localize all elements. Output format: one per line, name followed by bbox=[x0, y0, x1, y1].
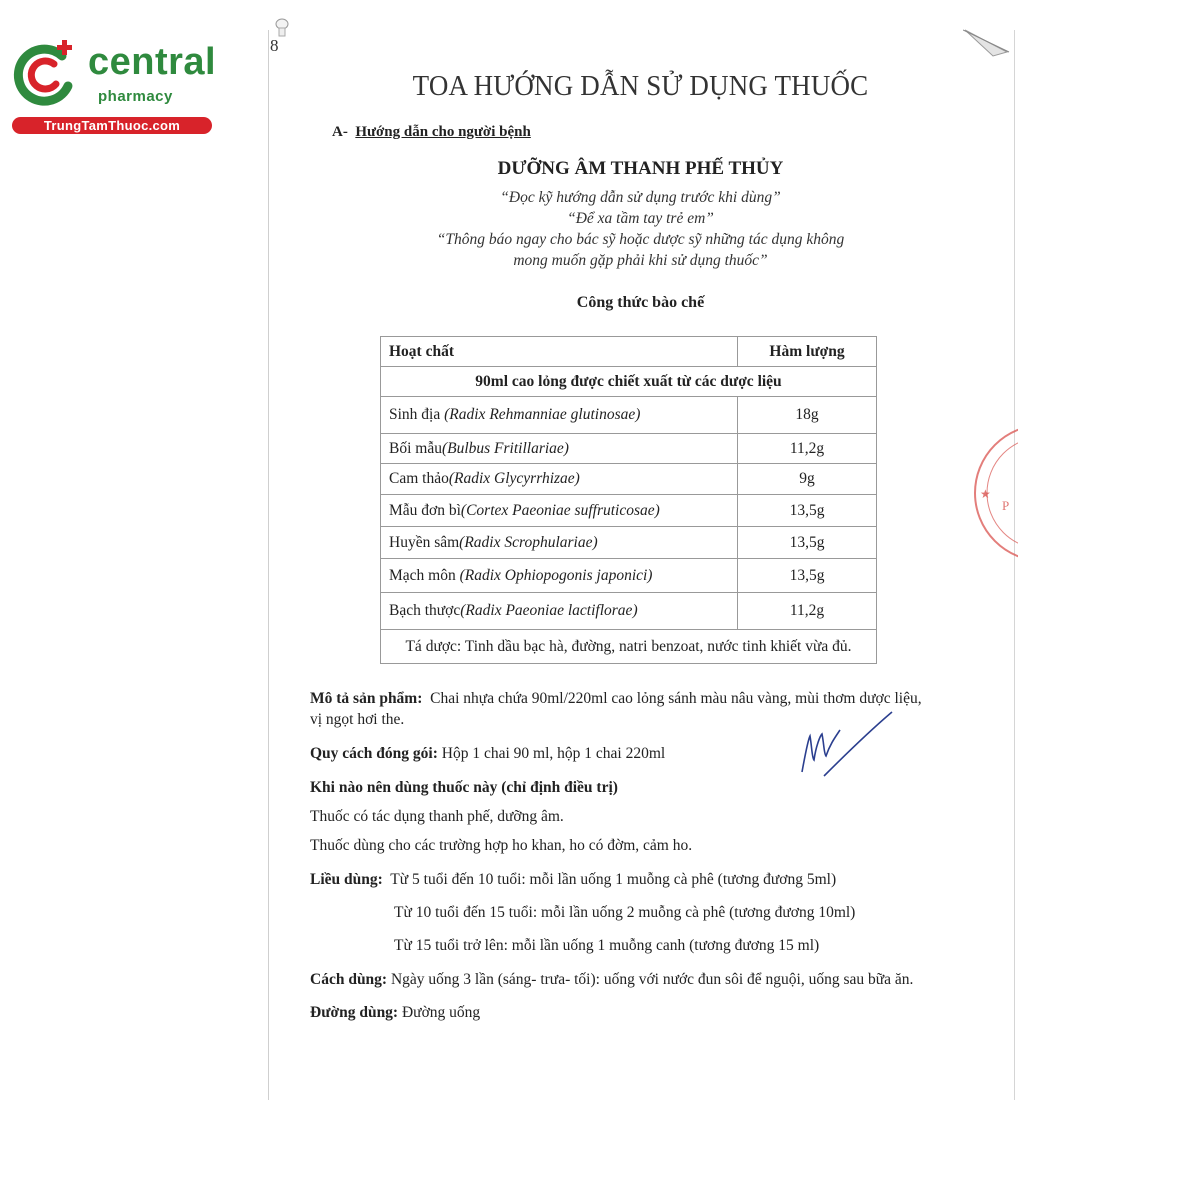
section-a-label: Hướng dẫn cho người bệnh bbox=[355, 124, 531, 140]
dosage-text: Từ 5 tuổi đến 10 tuổi: mỗi lần uống 1 muỗng cà phê (tương đương 5ml) bbox=[390, 871, 837, 888]
col-ingredient-header: Hoạt chất bbox=[381, 337, 738, 367]
packaging-line bbox=[310, 743, 665, 765]
indication-line-2: Thuốc dùng cho các trường hợp ho khan, ho có đờm, cảm ho. bbox=[310, 837, 693, 854]
brand-website: TrungTamThuoc.com bbox=[12, 117, 212, 134]
excipients-text: Tá dược: Tinh dầu bạc hà, đường, natri benzoat, nước tinh khiết vừa đủ. bbox=[381, 630, 877, 664]
table-row bbox=[381, 397, 877, 434]
quote-line: “Đọc kỹ hướng dẫn sử dụng trước khi dùng” bbox=[500, 189, 781, 206]
ingredient-name: Huyền sâm bbox=[389, 533, 460, 551]
ingredient-latin: (Radix Scrophulariae) bbox=[459, 533, 598, 551]
dosage-label: Liều dùng: bbox=[310, 871, 383, 888]
svg-text:P: P bbox=[1002, 498, 1010, 513]
description-label: Mô tả sản phẩm: bbox=[310, 690, 423, 707]
indication-line-1: Thuốc có tác dụng thanh phế, dưỡng âm. bbox=[310, 808, 564, 825]
table-row bbox=[381, 495, 877, 527]
ingredient-latin: (Bulbus Fritillariae) bbox=[441, 439, 569, 457]
ingredients-table bbox=[380, 336, 877, 664]
indication-heading bbox=[310, 777, 618, 799]
brand-name: central bbox=[88, 41, 217, 83]
amount-cell: 18g bbox=[738, 397, 877, 434]
ingredient-name: Cam thảo bbox=[389, 470, 449, 487]
packaging-label: Quy cách đóng gói: bbox=[310, 745, 438, 762]
drug-name: DƯỠNG ÂM THANH PHẾ THỦY bbox=[497, 158, 784, 179]
ingredient-name: Bạch thược bbox=[389, 602, 461, 619]
excipients-row bbox=[381, 630, 877, 664]
dosage-line: Từ 15 tuổi trở lên: mỗi lần uống 1 muỗng canh (tương đương 15 ml) bbox=[394, 937, 820, 954]
section-a-prefix: A- bbox=[332, 124, 348, 140]
quote-line: mong muốn gặp phải khi sử dụng thuốc” bbox=[513, 252, 768, 269]
ingredient-cell bbox=[381, 495, 738, 527]
quote-line: “Thông báo ngay cho bác sỹ hoặc dược sỹ những tác dụng không bbox=[436, 231, 845, 248]
description-line-2: vị ngọt hơi the. bbox=[310, 711, 405, 728]
dosage-line: Từ 10 tuổi đến 15 tuổi: mỗi lần uống 2 muỗng cà phê (tương đương 10ml) bbox=[394, 904, 856, 921]
packaging-text: Hộp 1 chai 90 ml, hộp 1 chai 220ml bbox=[441, 745, 666, 762]
ingredient-cell bbox=[381, 434, 738, 464]
route-text: Đường uống bbox=[401, 1004, 481, 1021]
ingredient-cell bbox=[381, 397, 738, 434]
table-row bbox=[381, 593, 877, 630]
ingredient-latin: (Radix Rehmanniae glutinosae) bbox=[444, 406, 641, 423]
svg-text:★: ★ bbox=[980, 487, 991, 501]
amount-cell: 13,5g bbox=[738, 559, 877, 593]
amount-cell: 13,5g bbox=[738, 495, 877, 527]
amount-cell: 11,2g bbox=[738, 593, 877, 630]
usage-line bbox=[310, 969, 913, 991]
table-row bbox=[381, 464, 877, 495]
route-label: Đường dùng: bbox=[310, 1004, 399, 1021]
red-stamp-icon bbox=[968, 418, 1018, 568]
route-line bbox=[310, 1002, 480, 1024]
document-title: TOA HƯỚNG DẪN SỬ DỤNG THUỐC bbox=[412, 70, 869, 102]
dosage-line bbox=[310, 869, 836, 891]
usage-text: Ngày uống 3 lần (sáng- trưa- tối): uống với nước đun sôi để nguội, uống sau bữa ăn. bbox=[390, 971, 914, 988]
extract-row bbox=[381, 367, 877, 397]
usage-label: Cách dùng: bbox=[310, 971, 388, 988]
ingredient-name: Bối mẫu bbox=[389, 439, 442, 457]
ingredient-cell bbox=[381, 527, 738, 559]
amount-cell: 9g bbox=[738, 464, 877, 495]
ingredient-name: Sinh địa bbox=[389, 406, 445, 423]
amount-cell: 13,5g bbox=[738, 527, 877, 559]
ingredient-name: Mẫu đơn bì bbox=[389, 501, 461, 519]
ingredient-latin: (Radix Paeoniae lactiflorae) bbox=[460, 602, 638, 619]
indication-heading-text: Khi nào nên dùng thuốc này (chỉ định điều trị) bbox=[310, 779, 618, 796]
table-row bbox=[381, 559, 877, 593]
extract-row-text: 90ml cao lỏng được chiết xuất từ các dược liệu bbox=[381, 367, 877, 397]
brand-subtitle: pharmacy bbox=[98, 88, 173, 105]
ingredient-cell bbox=[381, 559, 738, 593]
ingredient-latin: (Radix Ophiopogonis japonici) bbox=[459, 566, 653, 584]
col-amount-header: Hàm lượng bbox=[738, 337, 877, 367]
description-text: Chai nhựa chứa 90ml/220ml cao lỏng sánh màu nâu vàng, mùi thơm dược liệu, bbox=[430, 690, 922, 707]
brand-logo bbox=[10, 38, 215, 138]
ingredient-cell bbox=[381, 593, 738, 630]
section-a-heading bbox=[332, 124, 531, 141]
formula-heading: Công thức bào chế bbox=[576, 294, 705, 311]
signature-icon bbox=[796, 700, 896, 780]
quote-line: “Để xa tầm tay trẻ em” bbox=[567, 210, 714, 227]
table-row bbox=[381, 527, 877, 559]
table-row bbox=[381, 434, 877, 464]
central-pharmacy-logo-icon bbox=[10, 38, 80, 108]
table-header-row bbox=[381, 337, 877, 367]
ingredient-latin: (Cortex Paeoniae suffruticosae) bbox=[460, 501, 660, 519]
ingredient-latin: (Radix Glycyrrhizae) bbox=[448, 470, 580, 487]
amount-cell: 11,2g bbox=[738, 434, 877, 464]
ingredient-cell bbox=[381, 464, 738, 495]
page-curl-icon bbox=[963, 28, 1013, 72]
page-number: 8 bbox=[270, 36, 279, 55]
ingredient-name: Mạch môn bbox=[389, 566, 460, 584]
